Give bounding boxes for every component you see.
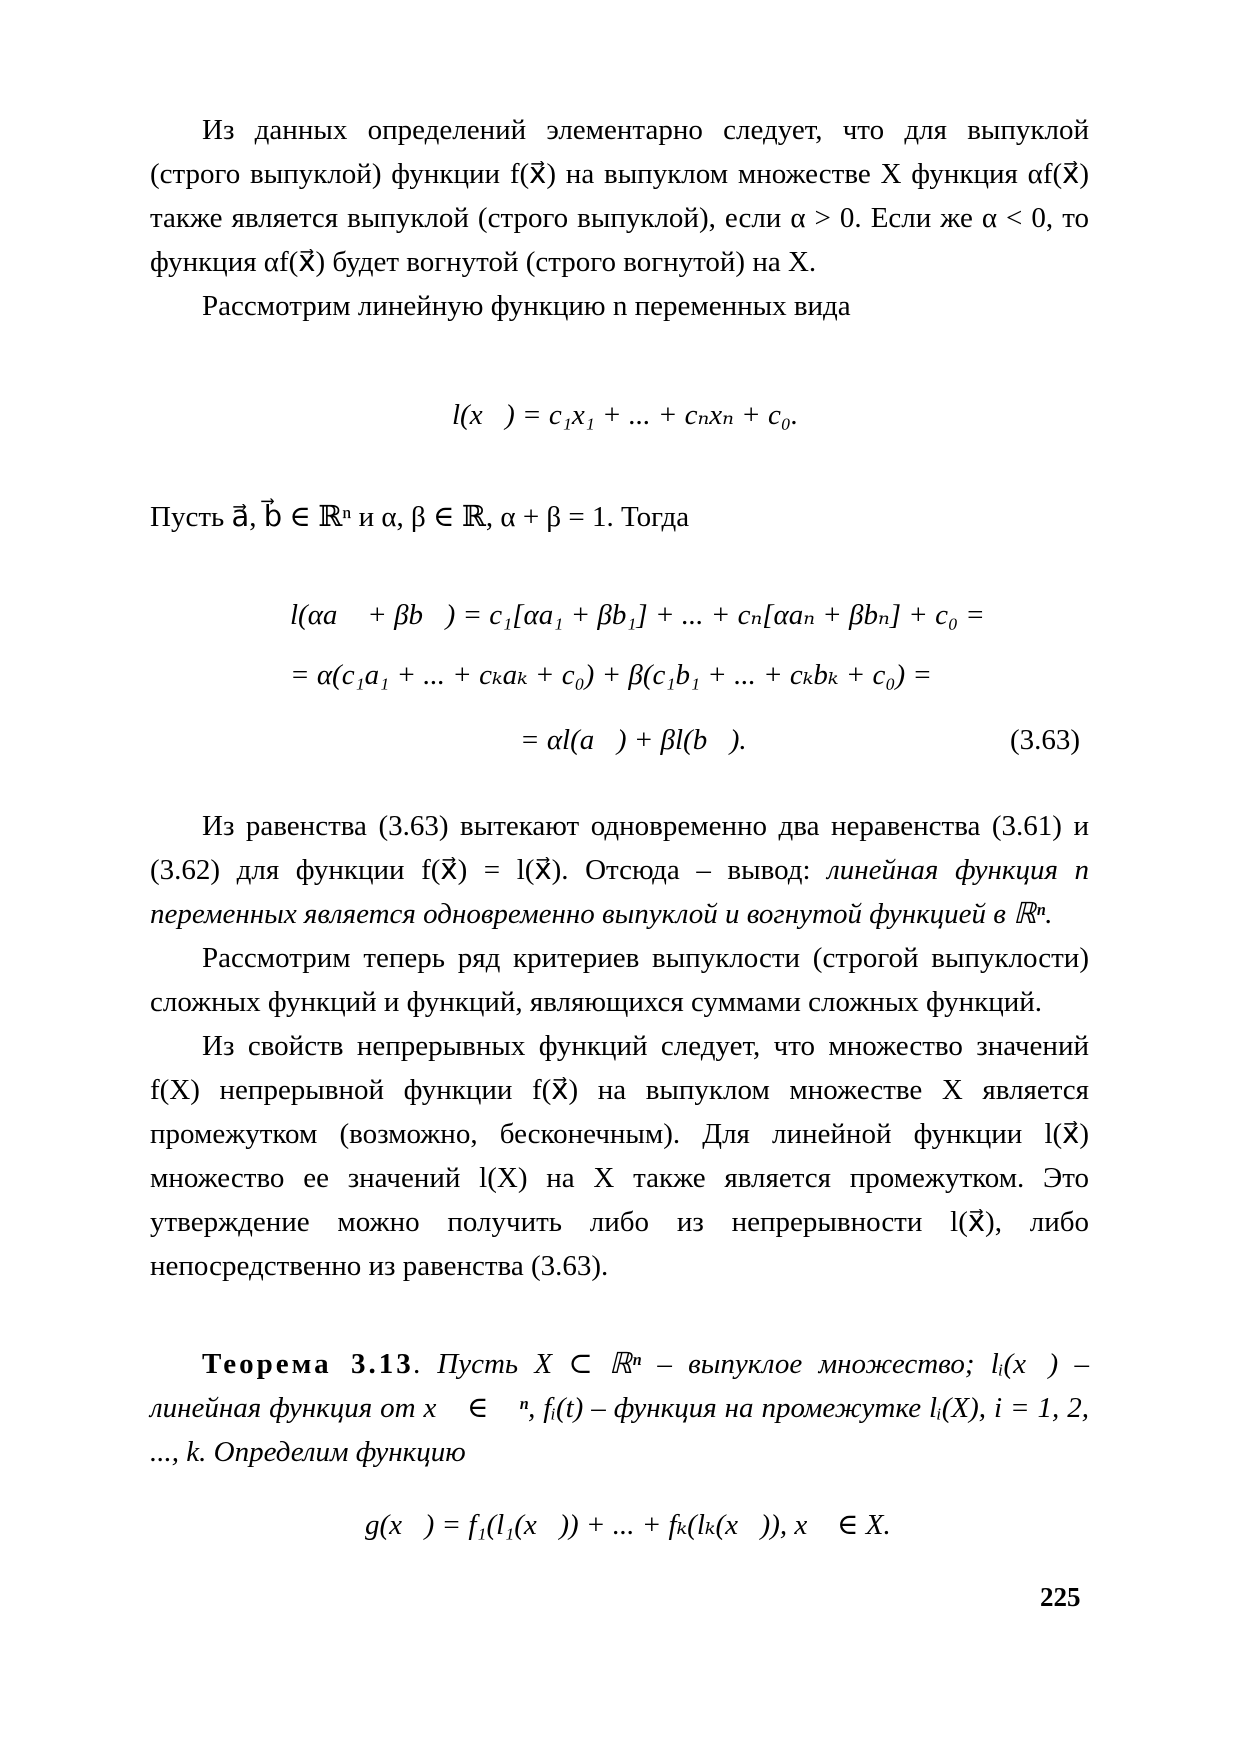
paragraph-criteria: Рассмотрим теперь ряд критериев выпуклости (строгой выпуклости) сложных функций и функций, являющихся суммами сложных функций.: [150, 942, 1089, 1018]
paragraph-convexity-scaling: Из данных определений элементарно следует, что для выпуклой (строго выпуклой) функции f(x⃗) на выпуклом множестве X функция αf(x⃗) также является выпуклой (строго выпуклой), если α > 0. Если же α < 0, то функция αf(x⃗) будет вогнутой (строго вогнутой) на X.: [150, 114, 1089, 278]
conclusion-text: Из равенства (3.63) вытекают одновременно два неравенства (3.61) и (3.62) для функции f(x⃗) = l(x⃗). Отсюда – вывод:: [150, 810, 1089, 886]
formula-g-definition: g(x⃗) = f₁(l₁(x⃗)) + ... + fₖ(lₖ(x⃗)), x⃗ ∈ X.: [365, 1509, 891, 1541]
theorem-block: [150, 1342, 1089, 1474]
theorem-3-13: [150, 1342, 1089, 1474]
main-text-block: [150, 804, 1089, 1288]
paragraph-linear-function-intro: Рассмотрим линейную функцию n переменных вида: [202, 290, 851, 322]
conclusion-italic-text: линейная функция n переменных является одновременно выпуклой и вогнутой функцией в ℝⁿ.: [150, 854, 1089, 930]
page-number: 225: [1040, 1582, 1081, 1612]
let-block: [150, 495, 1089, 539]
paragraph-continuous-functions: Из свойств непрерывных функций следует, что множество значений f(X) непрерывной функции f(x⃗) на выпуклом множестве X является промежутком (возможно, бесконечным). Для линейной функции l(x⃗) множество ее значений l(X) на X также является промежутком. Это утверждение можно получить либо из непрерывности l(x⃗), либо непосредственно из равенства (3.63).: [150, 1030, 1089, 1282]
equation-number: (3.63): [1010, 724, 1081, 756]
theorem-label: Теорема 3.13: [202, 1348, 414, 1380]
formula-line-2: = α(c₁a₁ + ... + cₖaₖ + c₀) + β(c₁b₁ + ... + cₖbₖ + c₀) =: [290, 659, 932, 691]
intro-block: [150, 108, 1089, 328]
formula-line-3: = αl(a⃗) + βl(b⃗).: [520, 724, 747, 756]
theorem-statement: . Пусть X ⊂ ℝⁿ – выпуклое множество; lᵢ(x⃗) – линейная функция от x⃗ ∈ ℝⁿ, fᵢ(t) – функция на промежутке lᵢ(X), i = 1, 2, ..., k. Определим функцию: [150, 1348, 1089, 1468]
formula-linear-function: l(x⃗) = c₁x₁ + ... + cₙxₙ + c₀.: [452, 399, 799, 431]
paragraph-conclusion: [150, 804, 1089, 936]
formula-line-1: l(αa⃗ + βb⃗) = c₁[αa₁ + βb₁] + ... + cₙ[αaₙ + βbₙ] + c₀ =: [290, 599, 985, 631]
paragraph-let-vectors: Пусть a⃗, b⃗ ∈ ℝⁿ и α, β ∈ ℝ, α + β = 1. Тогда: [150, 501, 690, 533]
